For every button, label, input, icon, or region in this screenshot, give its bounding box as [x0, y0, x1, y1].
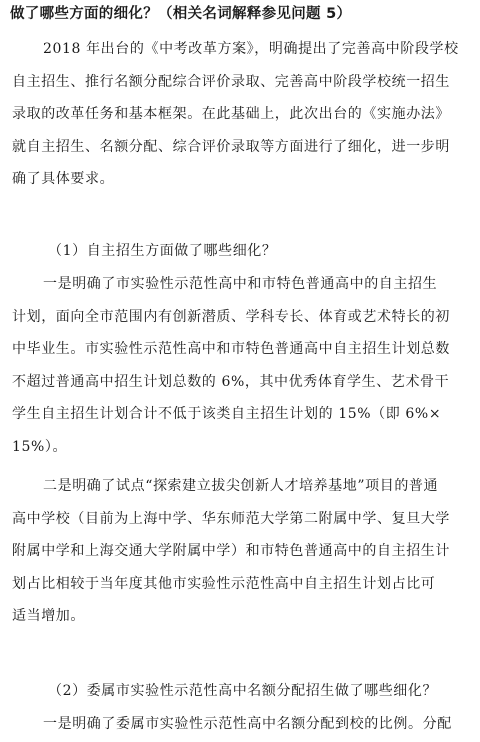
section1-paragraph-1 [12, 268, 468, 463]
text-line: 确了具体要求。 [12, 171, 115, 187]
section1-paragraph-2 [12, 470, 468, 633]
text-line: 划占比相较于当年度其他市实验性示范性高中自主招生计划占比可 [12, 575, 436, 592]
text-line: 2018 年出台的《中考改革方案》，明确提出了完善高中阶段学校 [43, 41, 459, 57]
question-heading: 做了哪些方面的细化？（相关名词解释参见问题 5） [10, 6, 352, 22]
text-line: 15%）。 [12, 438, 68, 455]
text-line: 计划，面向全市范围内有创新潜质、学科专长、体育或艺术特长的初 [12, 308, 450, 325]
text-line: 学生自主招生计划合计不低于该类自主招生计划的 15%（即 6%× [12, 406, 442, 422]
text-line: 中毕业生。市实验性示范性高中和市特色普通高中自主招生计划总数 [12, 341, 450, 357]
text-line: 适当增加。 [12, 608, 85, 624]
section1-title: （1）自主招生方面做了哪些细化？ [48, 243, 277, 259]
text-line: 附属中学和上海交通大学附属中学）和市特色普通高中的自主招生计 [12, 543, 450, 559]
section2-title: （2）委属市实验性示范性高中名额分配招生做了哪些细化？ [48, 683, 438, 699]
section2-paragraph-1 [12, 708, 468, 741]
text-line: 一是明确了市实验性示范性高中和市特色普通高中的自主招生 [43, 276, 438, 292]
text-line: 不超过普通高中招生计划总数的 6%，其中优秀体育学生、艺术骨干 [12, 373, 450, 390]
text-line: 就自主招生、名额分配、综合评价录取等方面进行了细化，进一步明 [12, 138, 450, 155]
text-line: 高中学校（目前为上海中学、华东师范大学第二附属中学、复旦大学 [12, 510, 450, 527]
text-line: 录取的改革任务和基本框架。在此基础上，此次出台的《实施办法》 [12, 106, 450, 122]
text-line: 一是明确了委属市实验性示范性高中名额分配到校的比例。分配 [43, 716, 452, 732]
intro-paragraph [12, 33, 468, 196]
text-line: 自主招生、推行名额分配综合评价录取、完善高中阶段学校统一招生 [12, 73, 450, 90]
text-line: 二是明确了试点“探索建立拔尖创新人才培养基地”项目的普通 [43, 478, 439, 494]
